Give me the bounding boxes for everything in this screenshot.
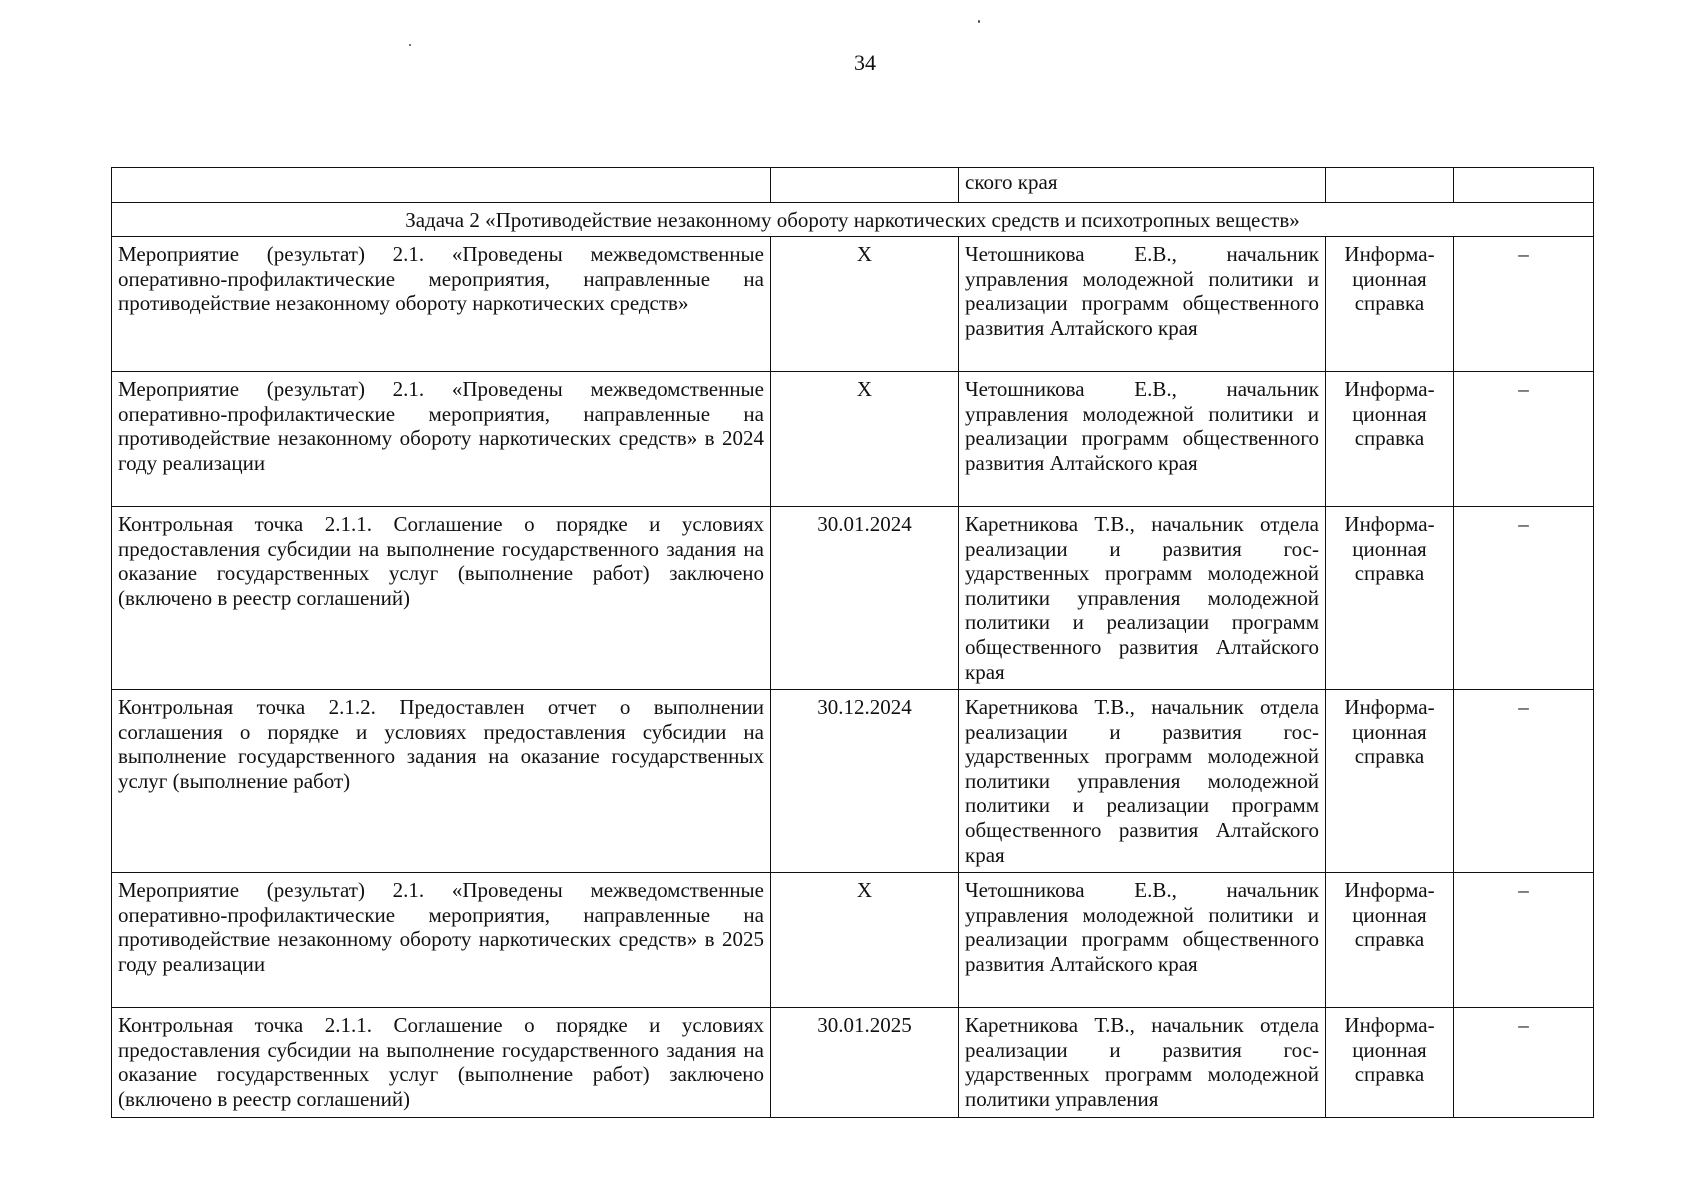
table-row-continuation [112, 168, 1594, 203]
event-responsible: Каретникова Т.В., начальник отдела реализации и развития государственных программ молодежной политики управления молодежной политики и реализации программ общественного развития Алтайского края [959, 690, 1326, 873]
event-date: X [771, 372, 959, 507]
continuation-date-cell [771, 168, 959, 203]
event-responsible: Каретникова Т.В., начальник отдела реализации и развития государственных программ молодежной политики управления [959, 1008, 1326, 1118]
continuation-description-cell [112, 168, 771, 203]
event-note: – [1454, 1008, 1594, 1118]
scan-speck [978, 20, 980, 23]
table-row [112, 372, 1594, 507]
event-note: – [1454, 237, 1594, 372]
event-date: 30.01.2024 [771, 507, 959, 690]
event-description: Контрольная точка 2.1.1. Соглашение о порядке и условиях предоставления субсидии на выполнение государственного задания на оказание государственных услуг (выполнение работ) заключено (включено в реестр соглашений) [112, 1008, 771, 1118]
event-document: Информационная справка [1326, 690, 1454, 873]
table-row [112, 873, 1594, 1008]
event-description: Мероприятие (результат) 2.1. «Проведены межведомственные оперативно-профилактические мероприятия, направленные на противодействие незаконному обороту наркотических средств» в 2024 году реализации [112, 372, 771, 507]
table-row [112, 237, 1594, 372]
event-responsible: Каретникова Т.В., начальник отдела реализации и развития государственных программ молодежной политики управления молодежной политики и реализации программ общественного развития Алтайского края [959, 507, 1326, 690]
event-document: Информационная справка [1326, 237, 1454, 372]
event-responsible: Четошникова Е.В., начальник управления молодежной политики и реализации программ общественного развития Алтайского края [959, 873, 1326, 1008]
events-table [111, 167, 1594, 1118]
event-note: – [1454, 690, 1594, 873]
event-date: X [771, 873, 959, 1008]
scan-speck [409, 44, 411, 46]
event-responsible: Четошникова Е.В., начальник управления молодежной политики и реализации программ общественного развития Алтайского края [959, 372, 1326, 507]
event-date: 30.01.2025 [771, 1008, 959, 1118]
event-note: – [1454, 873, 1594, 1008]
event-note: – [1454, 507, 1594, 690]
event-responsible: Четошникова Е.В., начальник управления молодежной политики и реализации программ общественного развития Алтайского края [959, 237, 1326, 372]
event-date: X [771, 237, 959, 372]
event-note: – [1454, 372, 1594, 507]
table-row [112, 507, 1594, 690]
event-document: Информационная справка [1326, 372, 1454, 507]
continuation-responsible-cell: ского края [959, 168, 1326, 203]
task-header-row [112, 203, 1594, 237]
event-description: Мероприятие (результат) 2.1. «Проведены межведомственные оперативно-профилактические мероприятия, направленные на противодействие незаконному обороту наркотических средств» в 2025 году реализации [112, 873, 771, 1008]
event-date: 30.12.2024 [771, 690, 959, 873]
table-row [112, 1008, 1594, 1118]
event-description: Мероприятие (результат) 2.1. «Проведены межведомственные оперативно-профилактические мероприятия, направленные на противодействие незаконному обороту наркотических средств» [112, 237, 771, 372]
event-document: Информационная справка [1326, 1008, 1454, 1118]
event-document: Информационная справка [1326, 873, 1454, 1008]
event-description: Контрольная точка 2.1.1. Соглашение о порядке и условиях предоставления субсидии на выполнение государственного задания на оказание государственных услуг (выполнение работ) заключено (включено в реестр соглашений) [112, 507, 771, 690]
event-description: Контрольная точка 2.1.2. Предоставлен отчет о выполнении соглашения о порядке и условиях предоставления субсидии на выполнение государственного задания на оказание государственных услуг (выполнение работ) [112, 690, 771, 873]
table-row [112, 690, 1594, 873]
continuation-document-cell [1326, 168, 1454, 203]
task-header: Задача 2 «Противодействие незаконному обороту наркотических средств и психотропных веществ» [112, 203, 1594, 237]
continuation-note-cell [1454, 168, 1594, 203]
page-number: 34 [854, 50, 876, 75]
event-document: Информационная справка [1326, 507, 1454, 690]
